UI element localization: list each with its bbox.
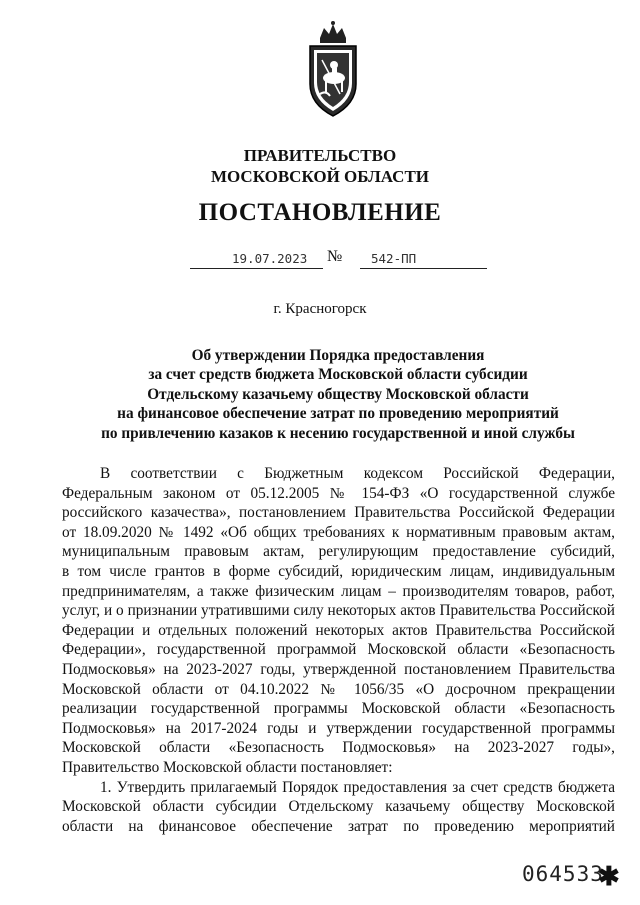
body-line: Подмосковья» на 2023-2027 годы, утвержденной постановлением Правительства xyxy=(62,660,615,678)
number-field xyxy=(360,248,487,269)
body-line: российского казачества», постановлением Правительства Российской Федерации xyxy=(62,504,615,522)
document-subject xyxy=(60,346,616,443)
date-field xyxy=(190,248,323,269)
document-type-title: ПОСТАНОВЛЕНИЕ xyxy=(198,199,442,226)
document-date: 19.07.2023 xyxy=(232,251,308,266)
number-sign: № xyxy=(327,248,343,265)
body-line: предпринимателям, а также физическим лицам – производителям товаров, работ, xyxy=(62,582,615,600)
organization-name-line2: МОСКОВСКОЙ ОБЛАСТИ xyxy=(210,167,430,186)
organization-name-line1: ПРАВИТЕЛЬСТВО xyxy=(243,146,397,165)
subject-line: на финансовое обеспечение затрат по проведению мероприятий xyxy=(117,405,559,423)
document-body xyxy=(62,464,615,836)
subject-line: Об утверждении Порядка предоставления xyxy=(191,347,485,364)
body-line: области на финансовое обеспечение затрат по проведению мероприятий xyxy=(62,817,615,835)
body-line: Московской области от 04.10.2022 № 1056/35 «О досрочном прекращении xyxy=(62,680,615,698)
body-line: от 18.09.2020 № 1492 «Об общих требованиях к нормативным правовым актам, xyxy=(62,523,615,541)
body-line: реализации государственной программы Московской области «Безопасность xyxy=(62,700,615,718)
body-line: муниципальным правовым актам, регулирующим предоставление субсидий, xyxy=(62,543,615,561)
body-line: Подмосковья» на 2017-2024 годы и утверждении государственной программы xyxy=(62,719,615,737)
subject-line: Отдельскому казачьему обществу Московской области xyxy=(147,385,529,403)
body-line: Федеральным законом от 05.12.2005 № 154-ФЗ «О государственной службе xyxy=(62,484,615,502)
document-number: 542-ПП xyxy=(371,251,417,266)
issue-city: г. Красногорск xyxy=(273,301,367,317)
asterisk-mark-icon: ✱ xyxy=(598,862,620,891)
serial-number: 064533 xyxy=(522,862,604,886)
subject-line: по привлечению казаков к несению государственной и иной службы xyxy=(101,424,575,442)
subject-line: за счет средств бюджета Московской области субсидии xyxy=(148,366,528,384)
body-line: Правительство Московской области постановляет: xyxy=(62,758,393,776)
body-line: Федерации и отдельных положений некоторых актов Правительства Российской xyxy=(62,621,615,639)
body-line: 1. Утвердить прилагаемый Порядок предоставления за счет средств бюджета xyxy=(100,778,615,796)
body-line: услуг, и о признании утратившими силу некоторых актов Правительства Российской xyxy=(62,602,615,620)
body-line: в том числе грантов в форме субсидий, юридическим лицам, индивидуальным xyxy=(62,562,615,580)
body-line: Федерации», государственной программой Московской области «Безопасность xyxy=(62,641,615,659)
coat-of-arms-icon xyxy=(296,20,370,120)
body-line: Московской области «Безопасность Подмосковья» на 2023-2027 годы», xyxy=(62,739,615,757)
body-line: Московской области субсидии Отдельскому казачьему обществу Московской xyxy=(62,798,615,816)
body-line: В соответствии с Бюджетным кодексом Российской Федерации, xyxy=(100,465,615,482)
